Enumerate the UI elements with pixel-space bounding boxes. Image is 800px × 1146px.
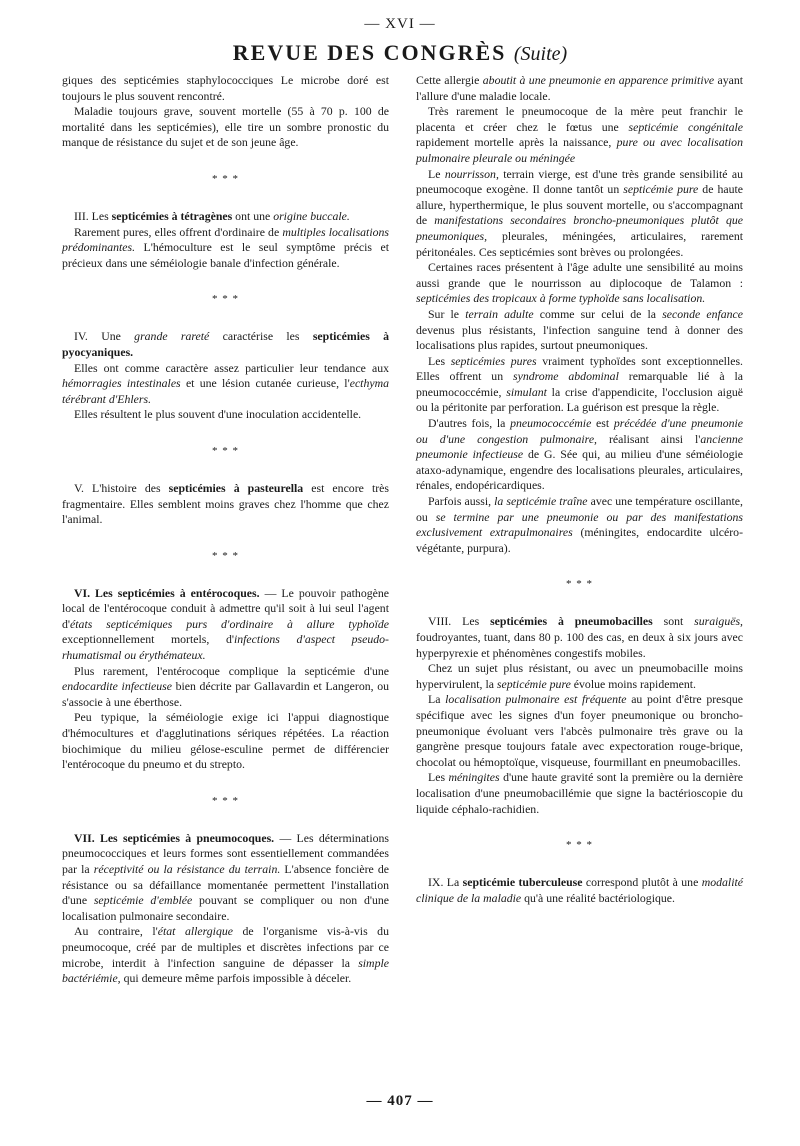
paragraph: [62, 407, 389, 423]
section-separator: * * *: [566, 839, 593, 852]
text-run: de G. Sée qui, au milieu d'une séméiologie ataxo-adynamique, engendre des localisations pleurales, articulaires, rénales, endopéricardiques.: [416, 447, 743, 493]
italic-run: terrain adulte: [465, 306, 534, 321]
section-separator: * * *: [566, 578, 593, 591]
italic-run: état allergique: [157, 924, 233, 939]
text-run: Elles ont comme caractère assez particulier leur tendance aux: [74, 360, 389, 375]
italic-run: seconde enfance: [662, 306, 744, 321]
text-run: foudroyantes, tuant, dans 80 p. 100 des cas, en deux à six jours avec hyperpyrexie et phénomènes congestifs mobiles.: [416, 630, 743, 660]
text-run: avec une température oscillante, ou: [416, 494, 743, 524]
italic-run: origine buccale.: [273, 208, 350, 223]
italic-run: septicémies des tropicaux à forme typhoïde sans localisation.: [416, 291, 706, 306]
italic-run: septicémie congénitale: [628, 119, 743, 134]
text-run: d'une haute gravité sont la première ou la dernière localisation d'une pneumobacillémie que signe la bactérioscopie du liquide céphalo-rachidien.: [416, 770, 744, 816]
section-title: VI. Les septicémies à entérocoques.: [74, 585, 260, 600]
text-run: IV. Une: [74, 329, 121, 344]
italic-run: la septicémie traîne: [494, 494, 588, 509]
text-run: IX. La: [428, 875, 460, 890]
left-column: [62, 73, 389, 987]
text-run: pleurales, méningées, articulaires, rarement péritonéales. Ces septicémies sont brèves ou prolongées.: [416, 228, 743, 259]
italic-run: méningites: [448, 770, 500, 785]
text-run: comme sur celui de la: [539, 306, 657, 321]
text-run: Au contraire, l': [74, 924, 158, 939]
section-separator: * * *: [212, 549, 239, 562]
text-run: de haute allure, hyperthermique, le plus souvent mortelle, ou s'accompagnant de: [416, 182, 744, 228]
paragraph: [416, 416, 743, 494]
text-run: La: [428, 692, 441, 707]
text-run: VIII. Les: [428, 614, 480, 629]
italic-run: syndrome abdominal: [513, 369, 619, 384]
text-run: exceptionnellement mortels, d': [62, 632, 234, 647]
text-run: — Les déterminations pneumococciques et leurs formes sont essentiellement commandées par la: [62, 830, 389, 876]
text-run: Chez un sujet plus résistant, ou avec un pneumobacille moins hypervirulent, la: [416, 661, 743, 691]
text-run: (méningites, endocardite ulcéro-végétante, purpura).: [416, 525, 743, 555]
text-run: Les: [428, 770, 446, 785]
paragraph: [62, 361, 389, 408]
right-column: [416, 73, 743, 906]
section-title: septicémie tuberculeuse: [462, 875, 583, 890]
italic-run: aboutit à une pneumonie en apparence primitive: [482, 73, 715, 87]
text-run: devenus plus résistants, l'infection sanguine tend à donner des localisations plus rapides, surtout pneumoniques.: [416, 322, 743, 353]
paragraph: [416, 307, 743, 354]
paragraph: [416, 770, 743, 817]
text-run: Sur le: [428, 306, 460, 321]
text-run: Plus rarement, l'entérocoque complique la septicémie d'une: [74, 663, 389, 678]
italic-run: ancienne pneumonie infectieuse: [416, 431, 743, 462]
text-run: remarquable lié à la pneumococcémie,: [416, 369, 743, 399]
section-separator: * * *: [212, 444, 239, 457]
italic-run: manifestations secondaires broncho-pneumoniques plutôt que pneumoniques,: [416, 213, 743, 243]
paragraph: [416, 661, 743, 692]
italic-run: pure ou avec localisation pulmonaire pleurale ou méningée: [416, 135, 743, 165]
section-heading-7: [62, 831, 389, 925]
section-heading-8: [416, 614, 743, 661]
italic-run: simulant: [506, 384, 547, 399]
paragraph: [416, 104, 743, 166]
journal-title-suite: (Suite): [513, 43, 568, 65]
paragraph: [416, 494, 743, 556]
section-separator: * * *: [212, 172, 239, 185]
text-run: caractérise les: [222, 329, 300, 344]
text-run: Rarement pures, elles offrent d'ordinaire de: [74, 224, 280, 239]
italic-run: hémorragies intestinales: [62, 376, 181, 391]
text-run: la crise d'appendicite, l'occlusion aiguë ou la péritonite par perforation. La guérison est presque la règle.: [416, 384, 743, 415]
section-heading-3: [62, 209, 389, 225]
text-run: et une lésion cutanée curieuse, l': [185, 376, 350, 391]
section-heading-4: [62, 329, 389, 360]
section-title: septicémies à pneumobacilles: [490, 614, 653, 629]
section-title: septicémies à pyocyaniques.: [62, 329, 390, 359]
text-run: est: [596, 416, 610, 431]
text-run: V. L'histoire des: [74, 480, 161, 495]
italic-run: précédée d'une pneumonie ou d'une congestion pulmonaire,: [416, 416, 744, 446]
italic-run: septicémie d'emblée: [93, 893, 193, 908]
text-run: giques des septicémies staphylococciques Le microbe doré est toujours le plus souvent rencontré.: [62, 73, 389, 103]
journal-title: [0, 40, 800, 66]
text-run: ayant l'allure d'une maladie locale.: [416, 73, 743, 103]
section-separator: * * *: [212, 794, 239, 807]
italic-run: modalité clinique de la maladie: [416, 875, 744, 905]
section-heading-5: [62, 481, 389, 528]
text-run: bien décrite par Gallavardin et Langeron, ou s'associe à une éberthose.: [62, 679, 389, 709]
text-run: Certaines races présentent à l'âge adulte une sensibilité au moins aussi grande que le nourrisson au diplocoque de Talamon :: [416, 260, 743, 290]
paragraph: [62, 225, 389, 272]
text-run: Peu typique, la séméiologie exige ici l'appui diagnostique d'hémocultures et d'agglutinations sériques répétées. La réaction biochimique du milieu gélose-esculine permet de différencier l'entérocoque du pneumo et du strepto.: [62, 710, 389, 772]
italic-run: grande rareté: [134, 329, 210, 344]
section-title: septicémies à tétragènes: [111, 208, 233, 223]
text-run: rapidement mortelle après la naissance,: [416, 135, 612, 150]
text-run: Très rarement le pneumocoque de la mère peut franchir le placenta et créer chez le fœtus une: [416, 104, 743, 134]
text-run: correspond plutôt à une: [585, 875, 699, 890]
text-run: Cette allergie: [416, 73, 480, 87]
text-run: Maladie toujours grave, souvent mortelle (55 à 70 p. 100 de mortalité dans les septicémies), elle tire un sombre pronostic du manque de résistance du sujet et de son jeune âge.: [62, 104, 389, 150]
italic-run: septicémie pure: [623, 182, 699, 197]
journal-title-text: REVUE DES CONGRÈS: [232, 40, 507, 65]
italic-run: septicémie pure: [496, 676, 571, 691]
text-run: vraiment typhoïdes sont exceptionnelles. Elles offrent un: [416, 353, 744, 384]
italic-run: localisation pulmonaire est fréquente: [445, 692, 627, 707]
text-run: — Le pouvoir pathogène local de l'entérocoque conduit à admettre qu'il soit à lui seul l'agent d': [62, 585, 389, 631]
paragraph: [62, 924, 389, 986]
italic-run: suraiguës,: [694, 614, 744, 629]
text-run: L'absence foncière de résistance ou sa défaillance momentanée permettent l'installation d'une: [62, 862, 389, 908]
italic-run: se termine par une pneumonie ou par des manifestations exclusivement extrapulmonaires: [416, 509, 743, 540]
paragraph: [62, 73, 389, 104]
italic-run: nourrisson,: [444, 166, 499, 181]
paragraph: [62, 664, 389, 711]
section-heading-9: [416, 875, 743, 906]
text-run: pouvant se compliquer ou non d'une localisation pulmonaire secondaire.: [62, 893, 389, 923]
text-run: qui demeure même parfois impossible à déceler.: [123, 971, 352, 986]
italic-run: réceptivité ou la résistance du terrain.: [93, 862, 281, 876]
section-title: septicémies à pasteurella: [168, 480, 304, 495]
paragraph: [62, 710, 389, 772]
text-run: qu'à une réalité bactériologique.: [524, 890, 675, 905]
text-run: Les: [428, 353, 446, 368]
italic-run: états septicémiques purs d'ordinaire à allure typhoïde: [70, 616, 389, 631]
italic-run: endocardite infectieuse: [62, 679, 172, 694]
text-run: D'autres fois, la: [428, 416, 506, 431]
paragraph: [416, 73, 743, 104]
text-run: sont: [663, 614, 684, 629]
page-number: — 407 —: [366, 1093, 434, 1109]
paragraph: [416, 260, 743, 307]
text-run: L'hémoculture est le seul symptôme précis et précieux dans une séméiologie banale d'infection générale.: [62, 240, 389, 270]
section-title: VII. Les septicémies à pneumocoques.: [74, 830, 275, 845]
paragraph: [416, 167, 743, 261]
italic-run: simple bactériémie,: [62, 955, 389, 986]
italic-run: ecthyma térébrant d'Ehlers.: [62, 376, 390, 406]
text-run: de l'organisme vis-à-vis du pneumocoque, créé par de multiples et discrètes infections par ce microbe, interdit à l'infection sanguine de dépasser la: [62, 924, 389, 970]
text-run: Elles résultent le plus souvent d'une inoculation accidentelle.: [74, 407, 362, 422]
text-run: Parfois aussi,: [428, 494, 492, 509]
paragraph: [416, 354, 743, 416]
paragraph: [62, 104, 389, 151]
text-run: est encore très fragmentaire. Elles semblent moins graves chez l'homme que chez l'animal.: [62, 480, 389, 527]
italic-run: infections d'aspect pseudo-rhumatismal ou érythémateux.: [62, 632, 389, 663]
text-run: évolue moins rapidement.: [573, 676, 696, 691]
section-heading-6: [62, 586, 389, 664]
paragraph: [416, 692, 743, 770]
text-run: au point d'être presque spécifique avec les signes d'un foyer pneumonique ou broncho-pneumonique évoluant vers l'abcès pulmonaire très grave ou la gangrène presque toujours fatale avec expectoration rouge-brique, chocolat ou hémoptoïque, visqueuse, fourmillant en pneumobacilles.: [416, 692, 744, 769]
text-run: ont une: [235, 208, 271, 223]
text-run: réalisant ainsi l': [608, 431, 701, 446]
section-separator: * * *: [212, 293, 239, 306]
text-run: Le: [428, 166, 441, 181]
running-head: — XVI —: [364, 16, 436, 32]
italic-run: pneumococcémie: [510, 416, 592, 431]
italic-run: multiples localisations prédominantes.: [62, 224, 389, 255]
text-run: terrain vierge, est d'une très grande sensibilité au pneumocoque exogène. Il donne tantôt un: [416, 166, 743, 197]
italic-run: septicémies pures: [450, 353, 537, 368]
text-run: III. Les: [74, 208, 109, 223]
